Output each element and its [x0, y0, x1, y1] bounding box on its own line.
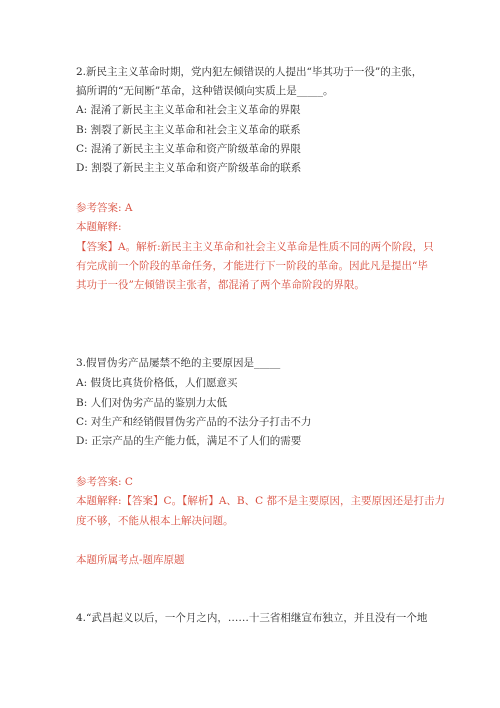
q2-option-d: D: 割裂了新民主主义革命和资产阶级革命的联系: [76, 162, 302, 174]
q3-explain-line2: 度不够，不能从根本上解决问题。: [76, 515, 234, 527]
q4-stem-line1: 4.“武昌起义以后，一个月之内，……十三省相继宣布独立，并且没有一个地: [76, 612, 428, 624]
q3-option-c: C: 对生产和经销假冒伪劣产品的不法分子打击不力: [76, 416, 312, 428]
q2-explain-line2: 有完成前一个阶段的革命任务，才能进行下一阶段的革命。因此凡是提出“毕: [76, 260, 428, 272]
q2-stem-line2: 搞所谓的“无间断”革命，这种错误倾向实质上是_____。: [76, 85, 334, 97]
q2-option-a: A: 混淆了新民主主义革命和社会主义革命的界限: [76, 104, 301, 116]
q3-explain-line1: 本题解释:【答案】C。【解析】A、B、C 都不是主要原因，主要原因还是打击力: [76, 495, 445, 507]
q3-option-d: D: 正宗产品的生产能力低，满足不了人们的需要: [76, 435, 302, 447]
q3-option-a: A: 假货比真货价格低，人们愿意买: [76, 377, 238, 389]
q3-answer: 参考答案: C: [76, 476, 133, 488]
q3-option-b: B: 人们对伪劣产品的鉴别力太低: [76, 397, 228, 409]
q2-option-c: C: 混淆了新民主主义革命和资产阶级革命的界限: [76, 143, 301, 155]
q2-stem-line1: 2.新民主主义革命时期，党内犯左倾错误的人提出“毕其功于一役”的主张，: [76, 66, 423, 78]
q3-topic: 本题所属考点-题库原题: [76, 554, 185, 566]
q3-stem: 3.假冒伪劣产品屡禁不绝的主要原因是_____: [76, 357, 281, 369]
q2-option-b: B: 割裂了新民主主义革命和社会主义革命的联系: [76, 124, 301, 136]
q2-answer: 参考答案: A: [76, 202, 133, 214]
q2-explain-title: 本题解释:: [76, 221, 122, 233]
q2-explain-line1: 【答案】A。解析:新民主主义革命和社会主义革命是性质不同的两个阶段，只: [76, 241, 434, 253]
q2-explain-line3: 其功于一役”左倾错误主张者，都混淆了两个革命阶段的界限。: [76, 279, 365, 291]
